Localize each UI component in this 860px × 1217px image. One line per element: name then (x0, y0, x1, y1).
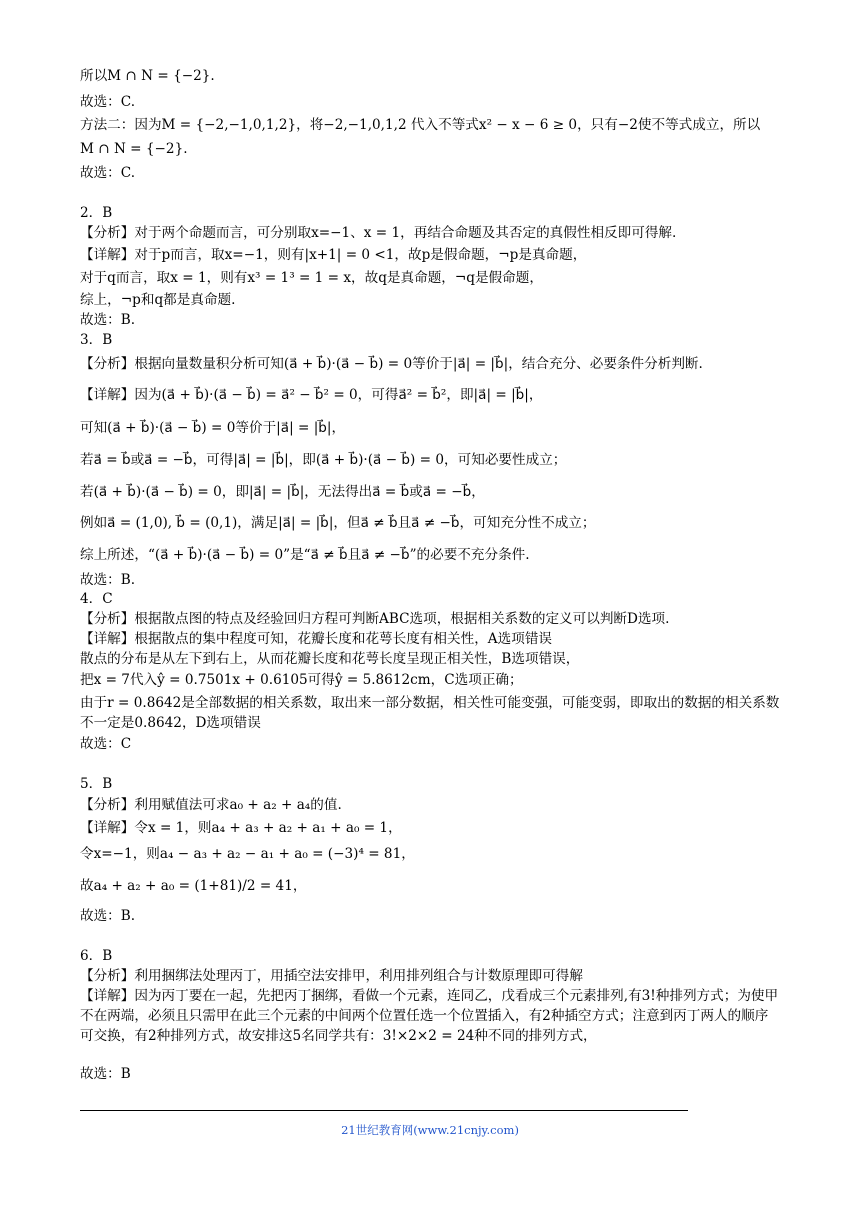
footer-source: 21世纪教育网(www.21cnjy.com) (341, 1123, 519, 1137)
text-line: 故选：C (80, 736, 132, 752)
text-line: 【分析】根据向量数量积分析可知(a⃗ + b⃗)·(a⃗ − b⃗) = 0等价于|a⃗| = |b⃗|，结合充分、必要条件分析判断. (80, 356, 703, 372)
text-line: 【详解】令x = 1，则a₄ + a₃ + a₂ + a₁ + a₀ = 1， (80, 820, 402, 836)
question-number: 5．B (80, 776, 113, 792)
text-line: 可知(a⃗ + b⃗)·(a⃗ − b⃗) = 0等价于|a⃗| = |b⃗|， (80, 420, 346, 436)
text-line: 【分析】根据散点图的特点及经验回归方程可判断ABC选项，根据相关系数的定义可以判断D选项. (80, 611, 670, 627)
text-line: 对于q而言，取x = 1，则有x³ = 1³ = 1 = x，故q是真命题，¬q是假命题， (80, 270, 543, 286)
question-number: 2．B (80, 205, 113, 221)
text-line: 方法二：因为M = {−2,−1,0,1,2}，将−2,−1,0,1,2 代入不等式x² − x − 6 ≥ 0，只有−2使不等式成立，所以 (80, 117, 761, 133)
question-number: 3．B (80, 332, 113, 348)
text-line: 故选：B (80, 1066, 131, 1082)
text-line: 所以M ∩ N = {−2}. (80, 68, 215, 84)
text-line: 【分析】利用捆绑法处理丙丁，用插空法安排甲，利用排列组合与计数原理即可得解 (80, 968, 583, 984)
text-line: 若(a⃗ + b⃗)·(a⃗ − b⃗) = 0，即|a⃗| = |b⃗|，无法得出a⃗ = b⃗或a⃗ = −b⃗， (80, 484, 485, 500)
text-line: 【分析】对于两个命题而言，可分别取x=−1、x = 1，再结合命题及其否定的真假性相反即可得解. (80, 225, 677, 241)
text-line: 故选：C. (80, 165, 136, 181)
text-line: 故选：B. (80, 572, 136, 588)
text-line: 故选：B. (80, 312, 136, 328)
text-line: 散点的分布是从左下到右上，从而花瓣长度和花萼长度呈现正相关性，B选项错误， (80, 651, 580, 667)
text-line: 综上所述，“(a⃗ + b⃗)·(a⃗ − b⃗) = 0”是“a⃗ ≠ b⃗且a⃗ ≠ −b⃗”的必要不充分条件. (80, 547, 530, 563)
text-line: 【详解】根据散点的集中程度可知，花瓣长度和花萼长度有相关性，A选项错误 (80, 631, 553, 647)
text-line: 把x = 7代入ŷ = 0.7501x + 0.6105可得ŷ = 5.8612cm，C选项正确； (80, 672, 523, 688)
text-line: 由于r = 0.8642是全部数据的相关系数，取出来一部分数据，相关性可能变强，可能变弱，即取出的数据的相关系数不一定是0.8642，D选项错误 (80, 695, 780, 731)
text-line: 【分析】利用赋值法可求a₀ + a₂ + a₄的值. (80, 797, 342, 813)
question-number: 4．C (80, 591, 113, 607)
text-line: 【详解】因为丙丁要在一起，先把丙丁捆绑，看做一个元素，连同乙，戊看成三个元素排列,有3!种排列方式；为使甲不在两端，必须且只需甲在此三个元素的中间两个位置任选一个位置插入，有2种插空方式；注意到丙丁两人的顺序可交换，有2种排列方式，故安排这5名同学共有：3!×2×2 = 24种不同的排列方式， (80, 988, 779, 1044)
text-line: 故选：B. (80, 908, 136, 924)
question-number: 6．B (80, 948, 113, 964)
text-line: 综上，¬p和q都是真命题. (80, 292, 236, 308)
text-line: 故选：C. (80, 94, 136, 110)
text-line: 【详解】因为(a⃗ + b⃗)·(a⃗ − b⃗) = a⃗² − b⃗² = 0，可得a⃗² = b⃗²，即|a⃗| = |b⃗|， (80, 387, 543, 403)
text-line: 令x=−1，则a₄ − a₃ + a₂ − a₁ + a₀ = (−3)⁴ = 81， (80, 846, 415, 862)
text-line: 【详解】对于p而言，取x=−1，则有|x+1| = 0 <1，故p是假命题，¬p是真命题， (80, 247, 587, 263)
footer-divider (80, 1110, 688, 1111)
text-line: 故a₄ + a₂ + a₀ = (1+81)/2 = 41， (80, 878, 307, 894)
text-line: M ∩ N = {−2}. (80, 141, 188, 157)
text-line: 若a⃗ = b⃗或a⃗ = −b⃗，可得|a⃗| = |b⃗|，即(a⃗ + b⃗)·(a⃗ − b⃗) = 0，可知必要性成立； (80, 452, 567, 468)
text-line: 例如a⃗ = (1,0), b⃗ = (0,1)，满足|a⃗| = |b⃗|，但a⃗ ≠ b⃗且a⃗ ≠ −b⃗，可知充分性不成立； (80, 515, 596, 531)
